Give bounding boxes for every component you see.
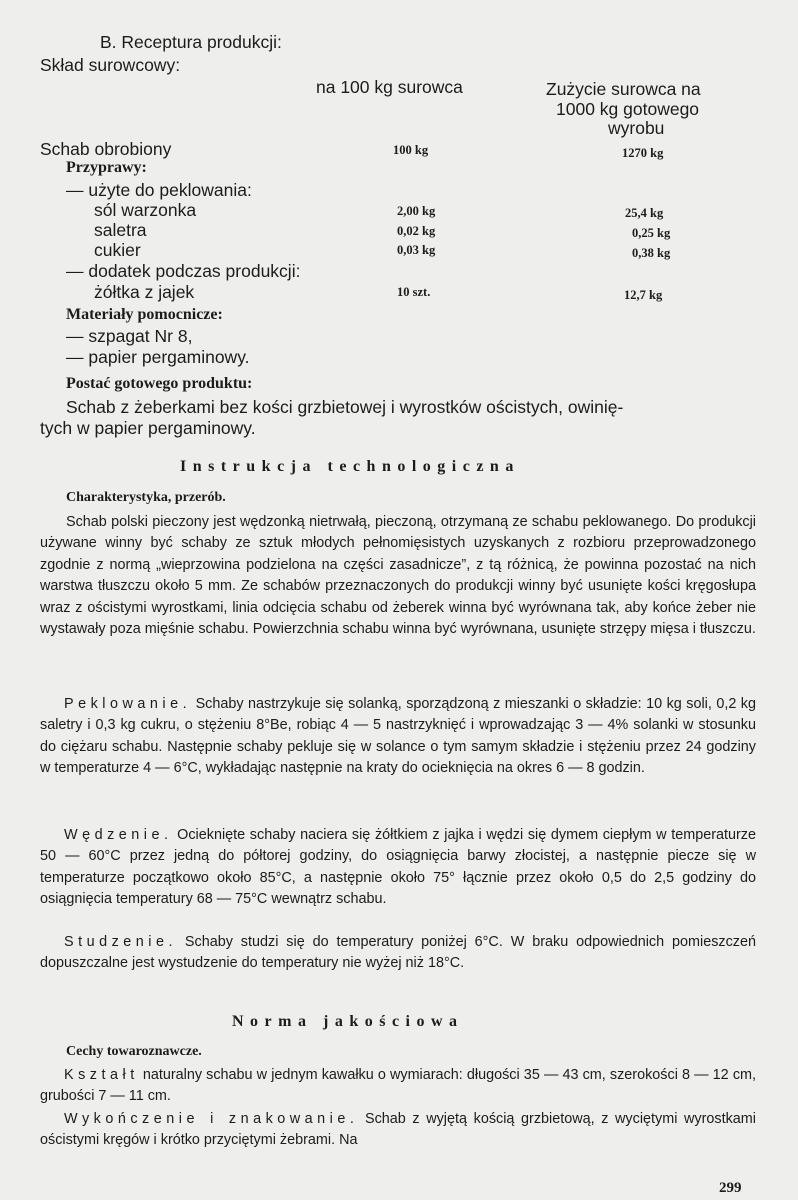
row-name: cukier [94,240,141,260]
finishing-lead: Wykończenie i znakowanie. [64,1111,359,1127]
raw-material-label: Skład surowcowy: [40,55,181,75]
row-value-per-1000: 0,38 kg [632,246,671,260]
quality-subheading: Cechy towaroznawcze. [66,1044,202,1059]
final-product-title: Postać gotowego produktu: [66,375,253,392]
row-name: saletra [94,220,147,240]
row-name-spices: Przyprawy: [66,159,147,176]
aux-materials-title: Materiały pomocnicze: [66,306,223,323]
shape-lead: Kształt [64,1067,139,1083]
quality-heading: Norma jakościowa [232,1013,464,1030]
row-value-per-100: 100 kg [393,143,429,157]
smoking-lead: Wędzenie. [64,827,173,843]
instruction-subheading: Charakterystyka, przerób. [66,490,226,505]
final-product-text-line1: Schab z żeberkami bez kości grzbietowej i wyrostków ościstych, owinię- [66,397,624,417]
column-header-consumption-line3: wyrobu [608,118,665,138]
row-value-per-100: 0,02 kg [397,224,436,238]
column-header-per-100: na 100 kg surowca [316,77,463,97]
row-value-per-100: 0,03 kg [397,243,436,257]
row-name: — dodatek podczas produkcji: [66,261,301,281]
row-name: Schab obrobiony [40,139,172,159]
instruction-paragraph-characteristics: Schab polski pieczony jest wędzonką nietrwałą, pieczoną, otrzymaną ze schabu peklowanego. Do produkcji używane winny być schaby ze sztuk młodych pełnomięsistych uzyskanych z rozbioru przeprowadzonego zgodnie z normą „wieprzowina podzielona na części zasadnicze”, z tą różnicą, że powinna pozostać na nich warstwa tłuszczu około 5 mm. Ze schabów przeznaczonych do produkcji winny być usunięte kości kręgosłupa wraz z ościstymi wyrostkami, linia odcięcia schabu od żeberek winna być wyrównana tak, aby końce żeber nie wystawały poza mięśnie schabu. Powierzchnia schabu winna być wyrównana, usunięte strzępy mięsa i tłuszczu. [40,514,756,638]
aux-material-item: — szpagat Nr 8, [66,326,193,346]
instruction-paragraph-curing: Peklowanie. Schaby nastrzykuje się solanką, sporządzoną z mieszanki o składzie: 10 kg soli, 0,2 kg saletry i 0,3 kg cukru, o stężeniu 8°Be, robiąc 4 — 5 nastrzyknięć i wprowadzając 3 — 4% solanki w stosunku do ciężaru schabu. Następnie schaby pekluje się w solance o tym samym składzie i stężeniu przez 24 godziny w temperaturze 4 — 6°C, wykładając następnie na kraty do ocieknięcia na okres 6 — 8 godzin. [40,696,756,777]
instruction-heading: Instrukcja technologiczna [180,458,520,475]
row-value-per-1000: 12,7 kg [624,288,663,302]
column-header-consumption-line2: 1000 kg gotowego [556,99,700,119]
aux-material-item: — papier pergaminowy. [66,347,250,367]
column-header-consumption-line1: Zużycie surowca na [546,79,701,99]
row-name: — użyte do peklowania: [66,180,252,200]
final-product-text-line2: tych w papier pergaminowy. [40,418,256,438]
row-value-per-100: 10 szt. [397,285,431,299]
row-name: żółtka z jajek [94,282,195,302]
cooling-lead: Studzenie. [64,934,178,950]
row-value-per-1000: 0,25 kg [632,226,671,240]
page-number: 299 [719,1180,742,1196]
quality-paragraph-finishing: Wykończenie i znakowanie. Schab z wyjętą kością grzbietową, z wyciętymi wyrostkami ościstymi kręgów i krótko przyciętymi żebrami. Na [40,1111,756,1149]
curing-lead: Peklowanie. [64,696,192,712]
row-name: sól warzonka [94,200,197,220]
section-title: B. Receptura produkcji: [100,32,282,52]
row-value-per-1000: 25,4 kg [625,206,664,220]
instruction-paragraph-cooling: Studzenie. Schaby studzi się do temperatury poniżej 6°C. W braku odpowiednich pomieszczeń dopuszczalne jest wystudzenie do temperatury nie wyżej niż 18°C. [40,934,756,972]
instruction-paragraph-smoking: Wędzenie. Ocieknięte schaby naciera się żółtkiem z jajka i wędzi się dymem ciepłym w temperaturze 50 — 60°C przez jedną do półtorej godziny, do osiągnięcia barwy złocistej, a następnie piecze się w temperaturze początkowo około 85°C, a następnie około 75° łącznie przez około 0,5 do 2,5 godziny do osiągnięcia temperatury 68 — 75°C wewnątrz schabu. [40,827,756,908]
quality-paragraph-shape: Kształt naturalny schabu w jednym kawałku o wymiarach: długości 35 — 43 cm, szerokości 8 — 12 cm, grubości 7 — 11 cm. [40,1067,756,1105]
row-value-per-100: 2,00 kg [397,204,436,218]
row-value-per-1000: 1270 kg [622,146,664,160]
